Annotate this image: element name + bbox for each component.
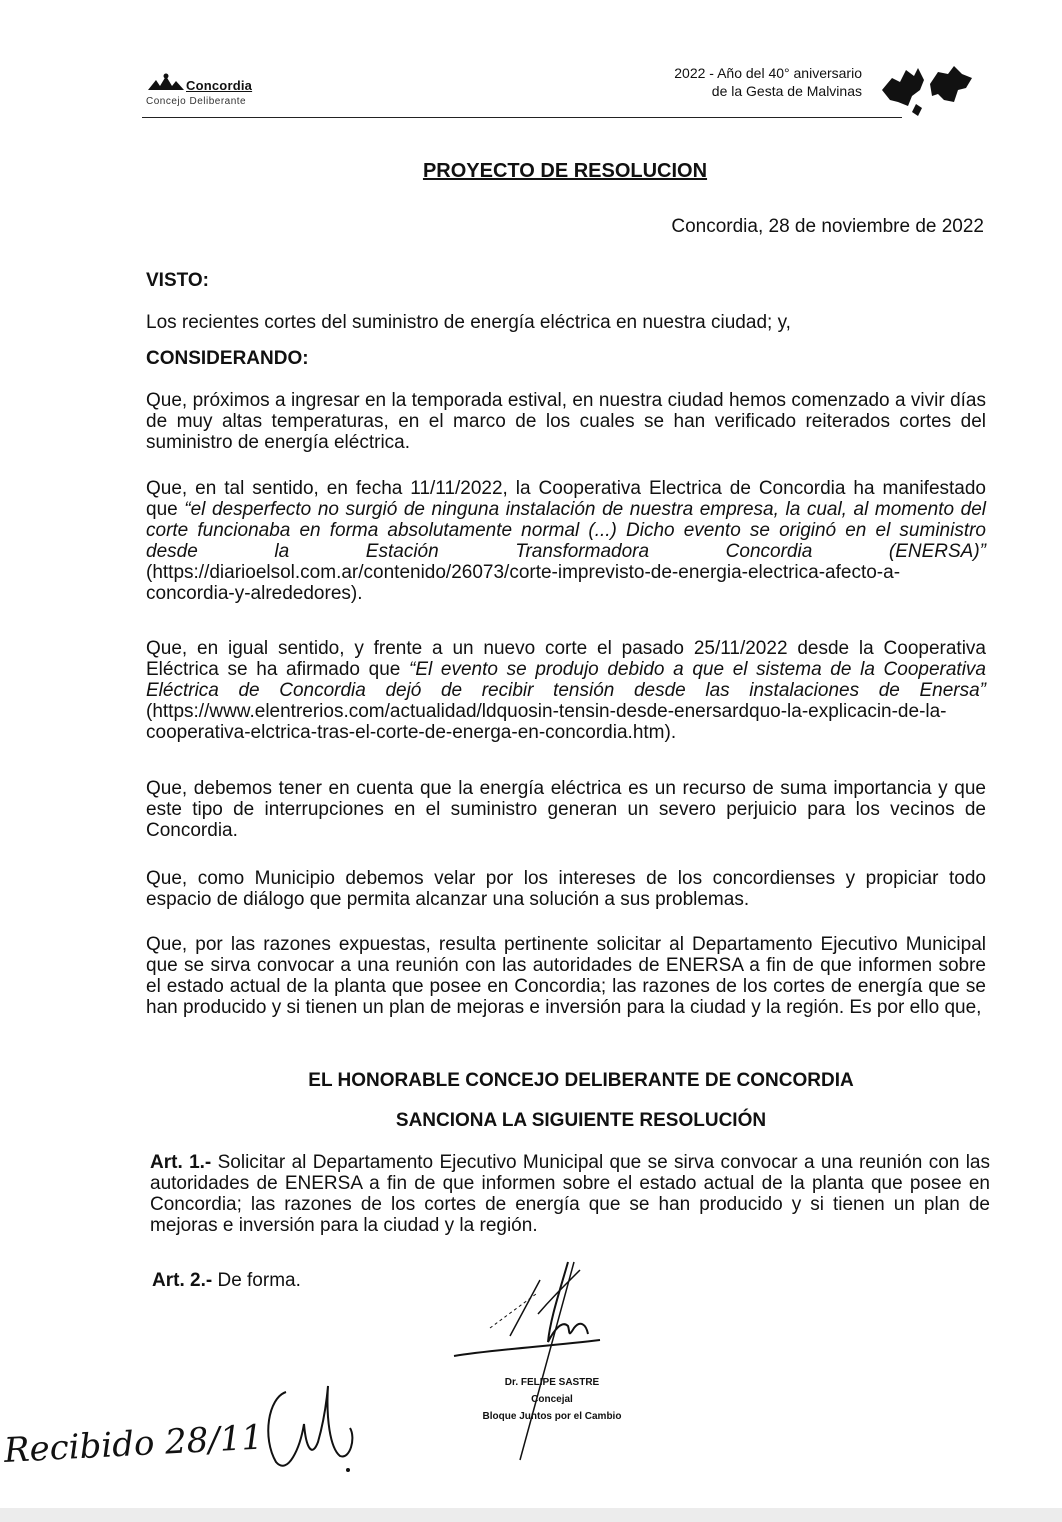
- logo-name: Concordia: [186, 78, 253, 93]
- considerando-heading: CONSIDERANDO:: [146, 348, 309, 369]
- date-line: Concordia, 28 de noviembre de 2022: [671, 216, 984, 237]
- article-2-text: De forma.: [212, 1270, 301, 1291]
- article-1: [150, 1152, 990, 1236]
- visto-text: Los recientes cortes del suministro de energía eléctrica en nuestra ciudad; y,: [146, 312, 791, 333]
- concejo-logo: [142, 70, 302, 110]
- logo-subtitle: Concejo Deliberante: [146, 96, 247, 107]
- considerando-paragraph-6: Que, por las razones expuestas, resulta pertinente solicitar al Departamento Ejecutivo Municipal que se sirva convocar a una reunión con las autoridades de ENERSA a fin de que informen sobre el estado actual de la planta que posee en Concordia; las razones de los cortes de energía que se han producido y si tienen un plan de mejoras e inversión para la ciudad y la región. Es por ello que,: [146, 934, 986, 1018]
- signature-scribble: [450, 1250, 650, 1470]
- page-bottom-margin: [0, 1508, 1062, 1522]
- considerando-paragraph-2: Que, en tal sentido, en fecha 11/11/2022, la Cooperativa Electrica de Concordia ha manifestado que “el desperfecto no surgió de ninguna instalación de nuestra empresa, la cual, al momento del corte funcionaba en forma absolutamente normal (...) Dicho evento se originó en el suministro desde la Estación Transformadora Concordia (ENERSA)” (https://diarioelsol.com.ar/contenido/26073/corte-imprevisto-de-energia-electrica-afecto-a-concordia-y-alrededores).: [146, 478, 987, 604]
- quote-cooperativa: “el desperfecto no surgió de ninguna instalación de nuestra empresa, la cual, al momento del corte funcionaba en forma absolutamente normal (...) Dicho evento se originó en el suministro desde la Estación Transformadora Concordia (ENERSA)”: [146, 499, 987, 562]
- considerando-paragraph-1: Que, próximos a ingresar en la temporada estival, en nuestra ciudad hemos comenzado a vivir días de muy altas temperaturas, en el marco de los cuales se han verificado reiterados cortes del suministro de energía eléctrica.: [146, 390, 986, 453]
- considerando-paragraph-5: Que, como Municipio debemos velar por los intereses de los concordienses y propiciar todo espacio de diálogo que permita alcanzar una solución a sus problemas.: [146, 868, 986, 910]
- considerando-paragraph-4: Que, debemos tener en cuenta que la energía eléctrica es un recurso de suma importancia y que este tipo de interrupciones en el suministro generan un severo perjuicio para los vecinos de Concordia.: [146, 778, 986, 841]
- article-2-label: Art. 2.-: [152, 1270, 213, 1291]
- handwritten-received-note: [0, 1378, 380, 1488]
- signer-bloc: Bloque Juntos por el Cambio: [482, 1411, 622, 1422]
- malvinas-islands-icon: [878, 60, 978, 120]
- logo-mark-icon: [146, 72, 186, 94]
- anniversary-line-2: de la Gesta de Malvinas: [711, 83, 862, 99]
- document-title: PROYECTO DE RESOLUCION: [422, 160, 708, 182]
- signature-block: [462, 1374, 642, 1425]
- signer-role: Concejal: [531, 1394, 573, 1405]
- sanciona-heading: SANCIONA LA SIGUIENTE RESOLUCIÓN: [395, 1110, 767, 1131]
- signer-name: Dr. FELIPE SASTRE: [504, 1377, 600, 1388]
- council-heading: EL HONORABLE CONCEJO DELIBERANTE DE CONCORDIA: [308, 1070, 854, 1091]
- handwritten-note-text: Recibido 28/11: [2, 1417, 265, 1472]
- anniversary-line-1: 2022 - Año del 40° aniversario: [674, 65, 862, 81]
- article-1-label: Art. 1.-: [150, 1152, 212, 1173]
- quote-evento: “El evento se produjo debido a que el sistema de la Cooperativa Eléctrica de Concordia dejó de recibir tensión desde las instalaciones de Enersa”: [146, 659, 986, 701]
- article-1-text: Solicitar al Departamento Ejecutivo Municipal que se sirva convocar a una reunión con las autoridades de ENERSA a fin de que informen sobre el estado actual de la planta que posee en Concordia; las razones de los cortes de energía que se han producido y si tienen un plan de mejoras e inversión para la ciudad y la región.: [150, 1152, 990, 1236]
- anniversary-legend: [674, 64, 862, 100]
- visto-heading: VISTO:: [146, 270, 209, 291]
- considerando-paragraph-3: Que, en igual sentido, y frente a un nuevo corte el pasado 25/11/2022 desde la Cooperativa Eléctrica se ha afirmado que “El evento se produjo debido a que el sistema de la Cooperativa Eléctrica de Concordia dejó de recibir tensión desde las instalaciones de Enersa” (https://www.elentrerios.com/actualidad/ldquosin-tensin-desde-enersardquo-la-explicacin-de-la-cooperativa-elctrica-tras-el-corte-de-energa-en-concordia.htm).: [146, 638, 986, 743]
- header-divider: [142, 117, 902, 118]
